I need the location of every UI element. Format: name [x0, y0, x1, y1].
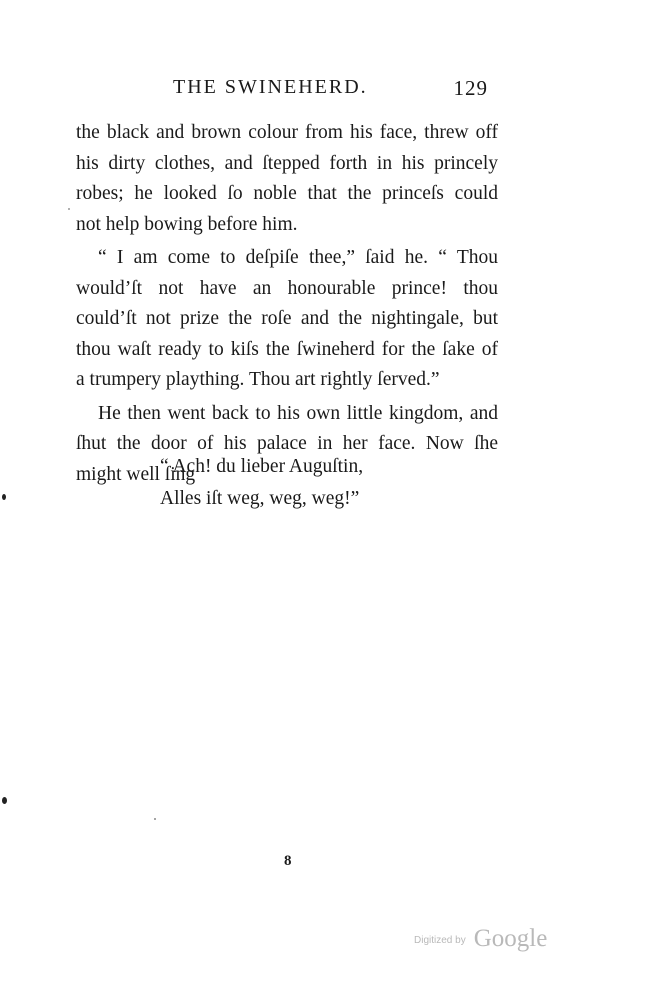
- ink-speck: [2, 797, 7, 804]
- verse-line: Alles iſt weg, weg, weg!”: [160, 488, 360, 509]
- text-line: robes; he looked ſo noble that the princeſs could: [76, 183, 498, 204]
- paragraph-2: [76, 243, 498, 396]
- running-title: THE SWINEHERD.: [173, 76, 368, 98]
- verse-quotation: [160, 451, 363, 515]
- text-line: a trumpery plaything. Thou art rightly ſerved.”: [76, 369, 440, 390]
- signature-mark: 8: [284, 853, 292, 869]
- ink-speck: [154, 818, 156, 820]
- text-line: not help bowing before him.: [76, 213, 298, 235]
- paragraph-1: [76, 118, 498, 240]
- text-line: “ I am come to deſpiſe thee,” ſaid he. “ Thou: [98, 247, 498, 268]
- text-line: He then went back to his own little kingdom, and: [98, 402, 498, 424]
- text-line: might well ſing: [76, 463, 196, 485]
- body-text: [76, 118, 498, 490]
- text-line: ſhut the door of his palace in her face. Now ſhe: [76, 433, 498, 454]
- page-header: [76, 76, 488, 106]
- digitization-watermark: [414, 925, 547, 953]
- ink-speck: [68, 208, 70, 210]
- text-line: thou waſt ready to kiſs the ſwineherd for the ſake of: [76, 338, 498, 360]
- text-line: would’ſt not have an honourable prince! thou: [76, 277, 498, 299]
- watermark-brand: Google: [473, 925, 548, 952]
- page-number: 129: [453, 76, 488, 100]
- text-line: his dirty clothes, and ſtepped forth in his princely: [76, 152, 498, 174]
- ink-speck: [2, 494, 6, 500]
- verse-line: “ Ach! du lieber Auguſtin,: [160, 456, 364, 477]
- text-line: the black and brown colour from his face, threw off: [76, 122, 498, 143]
- text-line: could’ſt not prize the roſe and the nightingale, but: [76, 308, 498, 329]
- watermark-prefix: Digitized by: [414, 935, 466, 946]
